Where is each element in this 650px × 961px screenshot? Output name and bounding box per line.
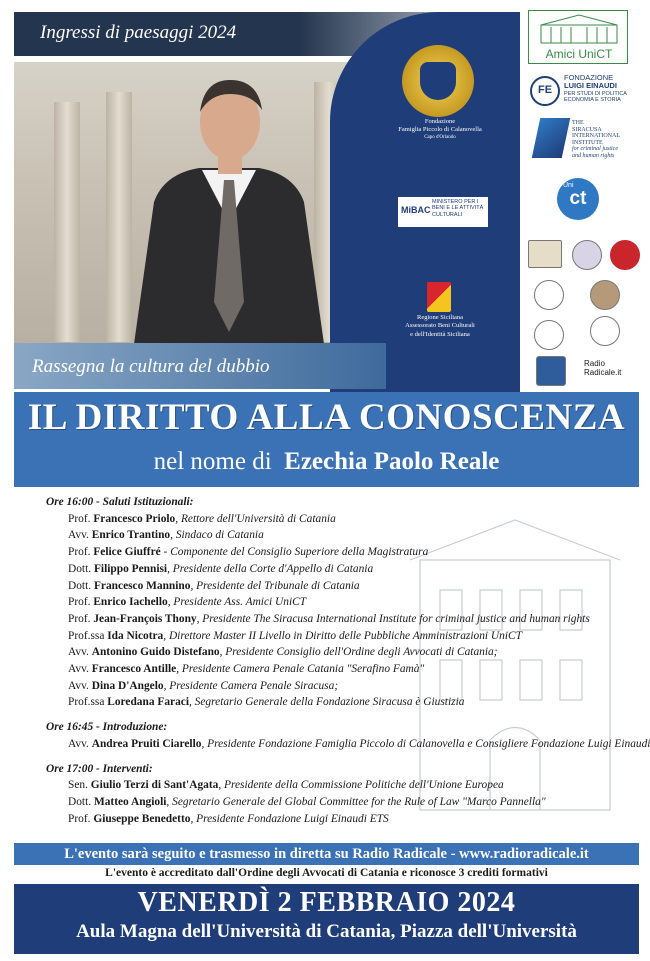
crest-shield-icon [420,62,456,100]
accreditation-notice: L'evento è accreditato dall'Ordine degli Avvocati di Catania e riconosce 3 crediti formativi [105,867,548,879]
event-title: IL DIRITTO ALLA CONOSCENZA [27,397,626,438]
speaker-line: Prof. Francesco Priolo, Rettore dell'Università di Catania [68,512,336,525]
speaker-line: Dott. Francesco Mannino, Presidente del Tribunale di Catania [68,579,360,592]
series-title: Ingressi di paesaggi 2024 [40,22,237,43]
partner-logo-4-icon [590,280,620,310]
section-heading: Ore 17:00 - Interventi: [46,762,153,775]
partner-logo-2-icon [572,240,602,270]
speaker-line: Prof. Felice Giuffré - Componente del Consiglio Superiore della Magistratura [68,546,429,559]
event-date: VENERDÌ 2 FEBBRAIO 2024 [137,887,516,918]
speaker-line: Avv. Enrico Trantino, Sindaco di Catania [68,529,264,542]
regione-siciliana-emblem-icon [427,282,451,312]
speaker-line: Prof.ssa Loredana Faraci, Segretario Generale della Fondazione Siracusa è Giustizia [68,696,465,709]
mibac-logo: MiBAC MINISTERO PER I BENI E LE ATTIVITÀ CULTURALI [398,197,488,227]
siracusa-institute-caption: THE SIRACUSA INTERNATIONAL INSTITUTE for criminal justice and human rights [572,120,620,159]
partner-logo-1-icon [528,240,562,268]
radio-broadcast-notice: L'evento sarà seguito e trasmesso in diretta su Radio Radicale - www.radioradicale.it [14,843,639,865]
speaker-line: Avv. Andrea Pruiti Ciarello, Presidente Fondazione Famiglia Piccolo di Calanovella e Consigliere Fondazione Luigi Einaudi [68,737,650,750]
speaker-line: Prof. Jean-François Thony, Presidente The Siracusa International Institute for criminal justice and human rights [68,612,590,625]
event-subtitle: nel nome di Ezechia Paolo Reale [153,448,500,475]
speaker-line: Avv. Dina D'Angelo, Presidente Camera Penale Siracusa; [68,679,339,692]
speaker-line: Avv. Antonino Guido Distefano, Presidente Consiglio dell'Ordine degli Avvocati di Catania; [68,646,498,659]
siracusa-institute-icon [532,118,571,158]
building-icon [529,11,629,45]
speaker-line: Prof. Giuseppe Benedetto, Presidente Fondazione Luigi Einaudi ETS [68,812,389,825]
radio-radicale-logo: Radio Radicale.it [584,359,622,377]
unict-logo-icon: Uni ct [557,178,599,220]
speaker-line: Dott. Matteo Angioli, Segretario Generale del Global Committee for the Rule of Law "Marco Pannella" [68,795,546,808]
fondazione-piccolo-caption: Fondazione Famiglia Piccolo di Calanovella Capo d'Orlando [398,118,482,140]
section-heading: Ore 16:00 - Saluti Istituzionali: [46,496,194,508]
speaker-line: Prof. Enrico Iachello, Presidente Ass. Amici UniCT [68,596,307,609]
einaudi-caption: FONDAZIONE LUIGI EINAUDI PER STUDI DI POLITICA ECONOMIA E STORIA [564,73,627,103]
regione-siciliana-caption: Regione Siciliana Assessorato Beni Culturali e dell'Identità Siciliana [405,314,475,338]
speaker-line: Prof.ssa Ida Nicotra, Direttore Master II Livello in Diritto delle Pubbliche Amministrazioni UniCT [68,629,522,642]
camera-penale-siracusa-icon [536,356,566,386]
speaker-line: Avv. Francesco Antille, Presidente Camera Penale Catania "Serafino Famà" [68,663,425,676]
speaker-line: Dott. Filippo Pennisi, Presidente della Corte d'Appello di Catania [68,562,374,575]
einaudi-logo-icon: FE [530,76,560,106]
programme [46,494,650,827]
camera-penale-catania-icon [590,316,620,346]
amici-unict-logo: Amici UniCT [528,10,628,64]
partner-logo-5-icon [534,320,564,350]
event-venue: Aula Magna dell'Università di Catania, Piazza dell'Università [76,921,577,942]
speaker-line: Sen. Giulio Terzi di Sant'Agata, Presidente della Commissione Politiche dell'Unione Europea [68,779,504,792]
section-heading: Ore 16:45 - Introduzione: [46,721,168,734]
partner-seal-icon [610,240,640,270]
rassegna-title: Rassegna la cultura del dubbio [32,356,270,377]
partner-logo-3-icon [534,280,564,310]
